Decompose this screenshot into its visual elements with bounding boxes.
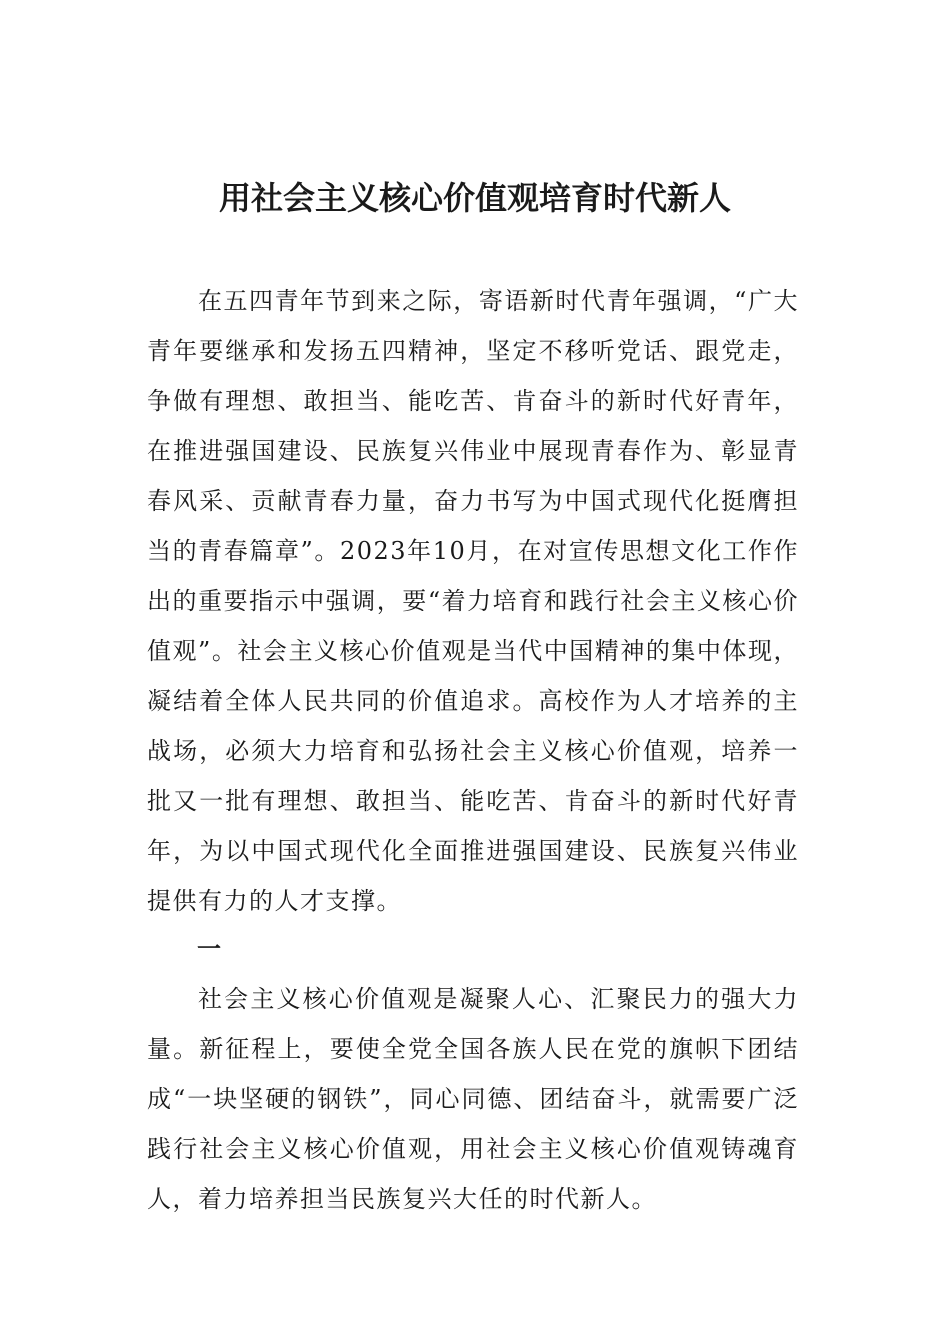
body-paragraph-2: 社会主义核心价值观是凝聚人心、汇聚民力的强大力量。新征程上，要使全党全国各族人民在党的旗帜下团结成“一块坚硬的钢铁”，同心同德、团结奋斗，就需要广泛践行社会主义核心价值观，用社会主义核心价值观铸魂育人，着力培养担当民族复兴大任的时代新人。 (147, 985, 799, 1213)
body-paragraph-1: 在五四青年节到来之际，寄语新时代青年强调，“广大青年要继承和发扬五四精神，坚定不移听党话、跟党走，争做有理想、敢担当、能吃苦、肯奋斗的新时代好青年，在推进强国建设、民族复兴伟业中展现青春作为、彰显青春风采、贡献青春力量，奋力书写为中国式现代化挺膺担当的青春篇章”。2023年10月，在对宣传思想文化工作作出的重要指示中强调，要“着力培育和践行社会主义核心价值观”。社会主义核心价值观是当代中国精神的集中体现，凝结着全体人民共同的价值追求。高校作为人才培养的主战场，必须大力培育和弘扬社会主义核心价值观，培养一批又一批有理想、敢担当、能吃苦、肯奋斗的新时代好青年，为以中国式现代化全面推进强国建设、民族复兴伟业提供有力的人才支撑。 (147, 287, 799, 915)
section-number-mark: 一 (197, 934, 221, 963)
document-title: 用社会主义核心价值观培育时代新人 (218, 179, 731, 217)
